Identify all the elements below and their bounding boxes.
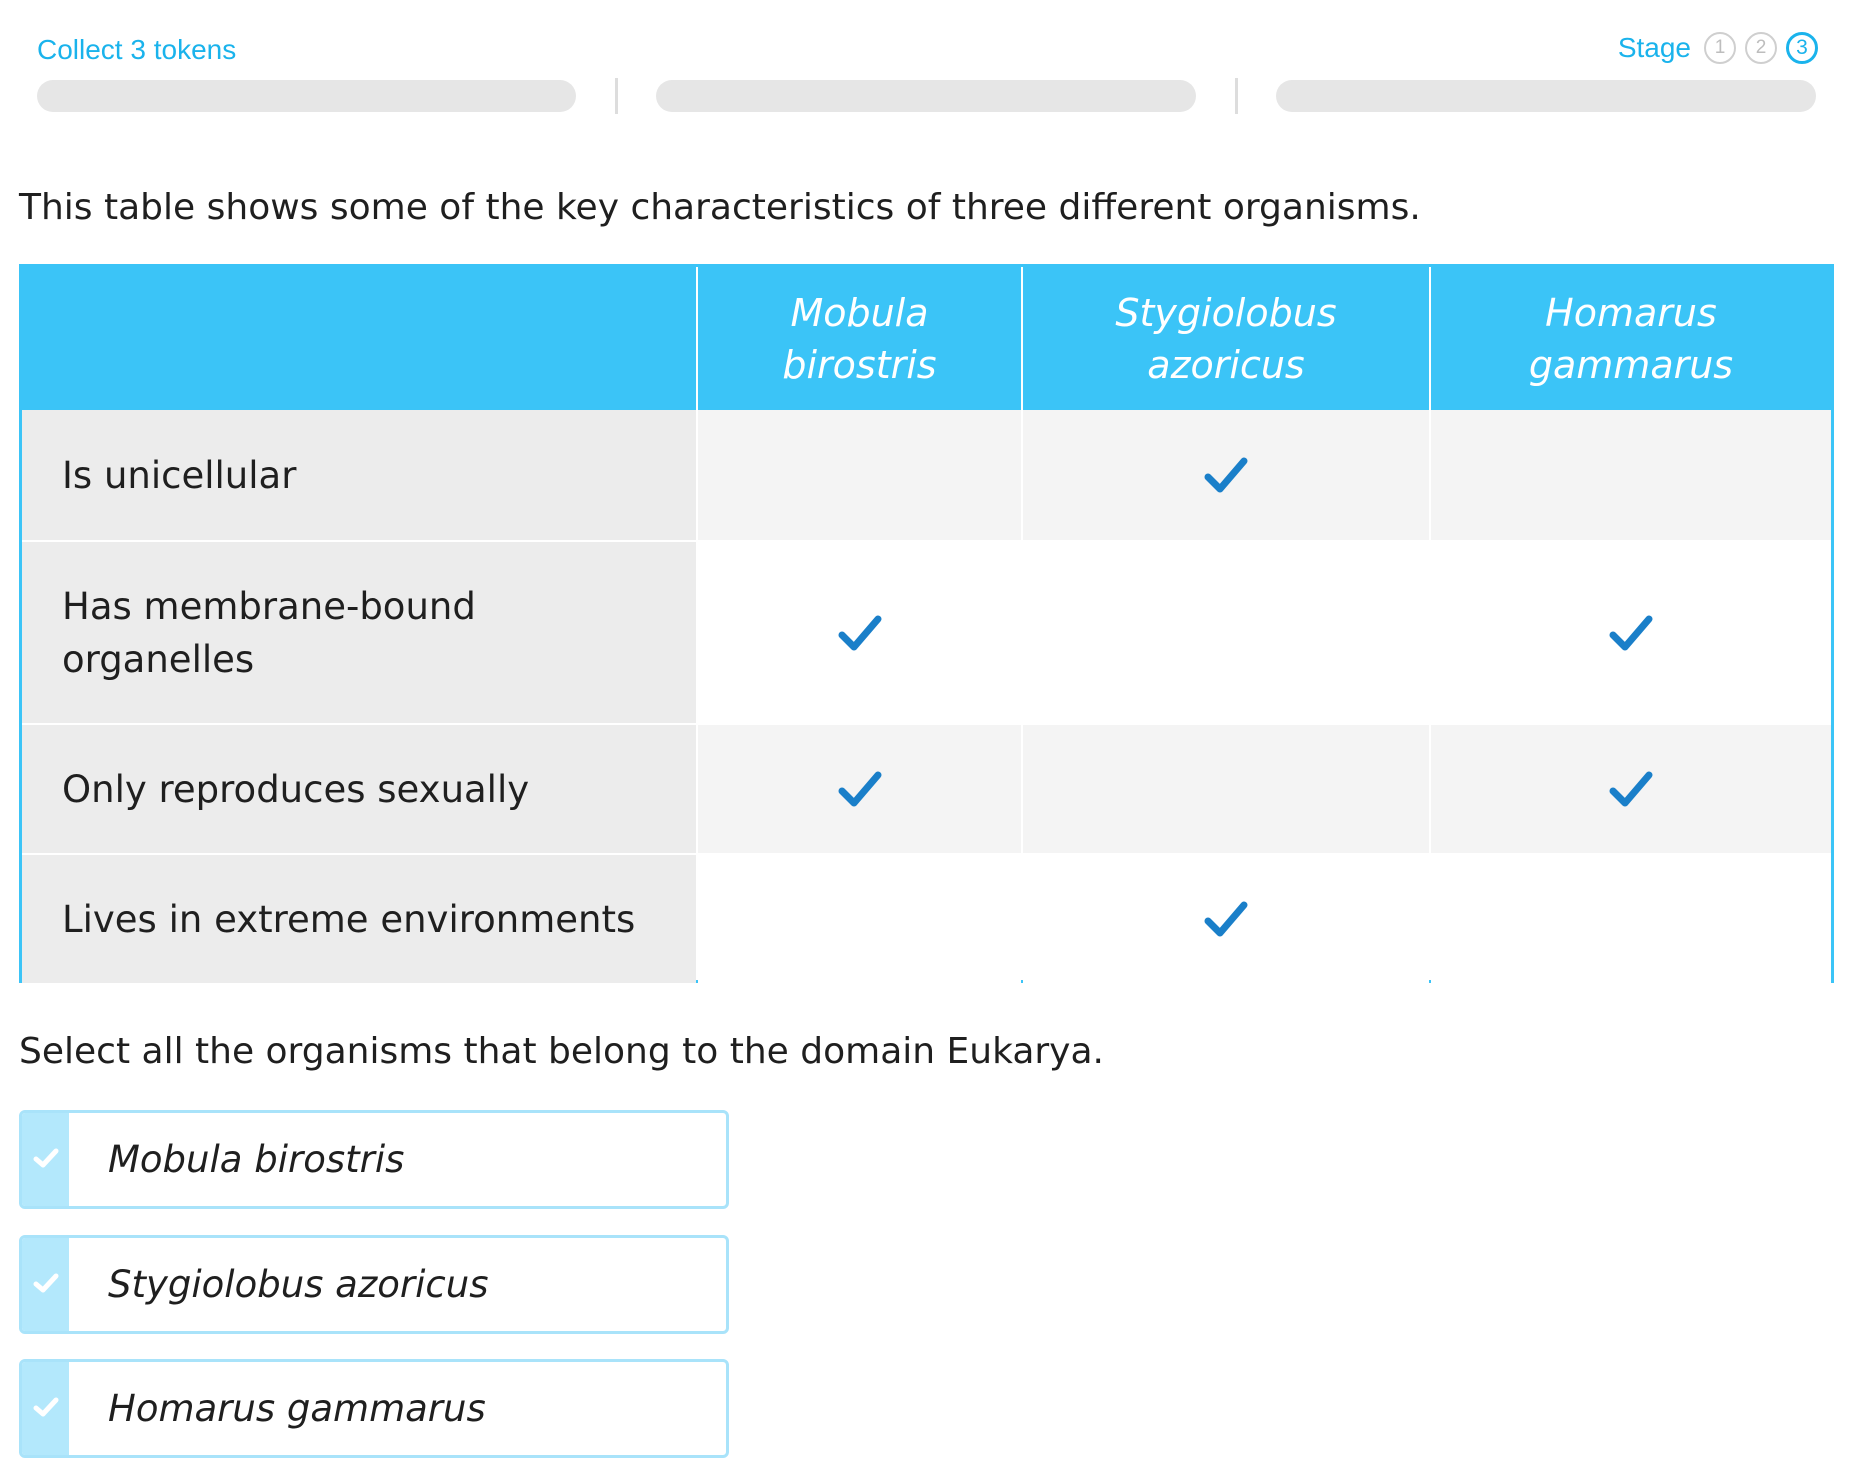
token-progress-bar-2 [656, 80, 1196, 112]
table-row [22, 542, 1831, 723]
check-icon [33, 1147, 59, 1173]
table-cell [1431, 855, 1831, 983]
table-row [22, 855, 1831, 983]
stage-1-circle: 1 [1704, 32, 1736, 64]
stage-3-circle: 3 [1786, 32, 1818, 64]
option-label: Mobula birostris [108, 1138, 405, 1181]
table-header-stygiolobus-azoricus [1023, 267, 1429, 410]
table-cell [1023, 542, 1429, 723]
header-line: gammarus [1528, 342, 1734, 387]
table-header-empty-cell [22, 267, 697, 410]
row-label: Lives in extreme environments [22, 855, 696, 983]
row-divider [22, 540, 1831, 542]
header [0, 0, 1852, 130]
table-cell [698, 725, 1021, 853]
option-label: Homarus gammarus [108, 1387, 486, 1430]
table-cell [1431, 410, 1831, 540]
table-cell [698, 410, 1021, 540]
row-label: Is unicellular [22, 410, 696, 540]
option-checkbox[interactable] [22, 1113, 69, 1206]
header-line: Stygiolobus [1115, 290, 1337, 335]
row-divider [22, 723, 1831, 725]
table-cell [1023, 725, 1429, 853]
table-cell [698, 855, 1021, 983]
table-cell [1431, 542, 1831, 723]
collect-tokens-label: Collect 3 tokens [37, 34, 237, 65]
option-homarus-gammarus[interactable] [19, 1359, 729, 1458]
check-icon [1608, 613, 1654, 653]
row-label: Only reproduces sexually [22, 725, 696, 853]
check-icon [837, 769, 883, 809]
option-label: Stygiolobus azoricus [108, 1263, 489, 1306]
row-label: Has membrane-bound organelles [22, 542, 696, 723]
question-intro: This table shows some of the key characteristics of three different organisms. [19, 187, 1421, 228]
header-line: birostris [782, 342, 937, 387]
table-header-homarus-gammarus [1431, 267, 1831, 410]
table-cell [1431, 725, 1831, 853]
table-header-mobula-birostris [698, 267, 1021, 410]
option-checkbox[interactable] [22, 1362, 69, 1455]
row-divider [22, 853, 1831, 855]
token-progress-bar-1 [37, 80, 576, 112]
option-mobula-birostris[interactable] [19, 1110, 729, 1209]
check-icon [33, 1272, 59, 1298]
table-row [22, 725, 1831, 853]
token-progress-bar-3 [1276, 80, 1816, 112]
characteristics-table [19, 264, 1834, 983]
stage-label: Stage [1617, 32, 1691, 63]
check-icon [837, 613, 883, 653]
stage-2-circle: 2 [1745, 32, 1777, 64]
check-icon [1608, 769, 1654, 809]
question-prompt: Select all the organisms that belong to the domain Eukarya. [19, 1031, 1104, 1072]
header-line: Homarus [1545, 290, 1717, 335]
header-line: azoricus [1147, 342, 1305, 387]
option-stygiolobus-azoricus[interactable] [19, 1235, 729, 1334]
table-cell [698, 542, 1021, 723]
token-separator [615, 78, 618, 114]
check-icon [1203, 455, 1249, 495]
table-cell [1023, 855, 1429, 983]
table-row [22, 410, 1831, 540]
stage-indicator [1618, 32, 1818, 64]
token-separator [1235, 78, 1238, 114]
option-checkbox[interactable] [22, 1238, 69, 1331]
header-line: Mobula [790, 290, 929, 335]
table-cell [1023, 410, 1429, 540]
check-icon [1203, 899, 1249, 939]
check-icon [33, 1396, 59, 1422]
